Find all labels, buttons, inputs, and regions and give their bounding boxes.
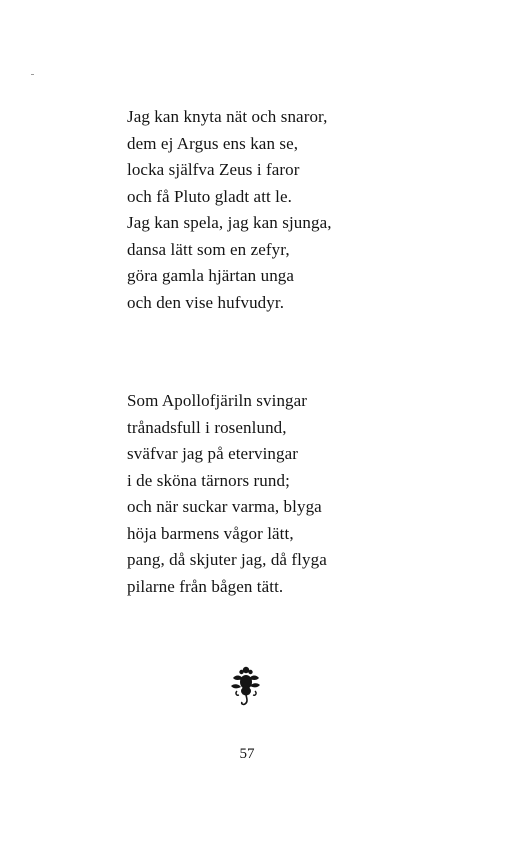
poem-line: höja barmens vågor lätt, (127, 523, 294, 543)
poem-line: dansa lätt som en zefyr, (127, 239, 290, 259)
poem-line: sväfvar jag på etervingar (127, 444, 298, 463)
page-number: 57 (239, 746, 255, 762)
stanza-2 (127, 388, 327, 600)
poem-line: och när suckar varma, blyga (127, 497, 322, 516)
poem-line: och få Pluto gladt att le. (127, 186, 293, 206)
poem-line: pang, då skjuter jag, då flyga (127, 550, 327, 569)
poem-line: trånadsfull i rosenlund, (127, 417, 287, 437)
poem-line: och den vise hufvudyr. (127, 292, 285, 312)
poem-line: göra gamla hjärtan unga (127, 266, 295, 285)
poem-line: dem ej Argus ens kan se, (127, 133, 299, 153)
poem-line: Jag kan spela, jag kan sjunga, (127, 213, 332, 232)
poem-line: Som Apollofjäriln svingar (127, 391, 308, 410)
poem-line: i de sköna tärnors rund; (127, 470, 290, 490)
poem-line: locka själfva Zeus i faror (127, 160, 300, 179)
paper-speck (31, 74, 34, 75)
floral-vignette-icon (229, 664, 263, 706)
poem-line: pilarne från bågen tätt. (127, 576, 284, 596)
stanza-1 (127, 104, 332, 316)
poem-line: Jag kan knyta nät och snaror, (127, 107, 328, 126)
